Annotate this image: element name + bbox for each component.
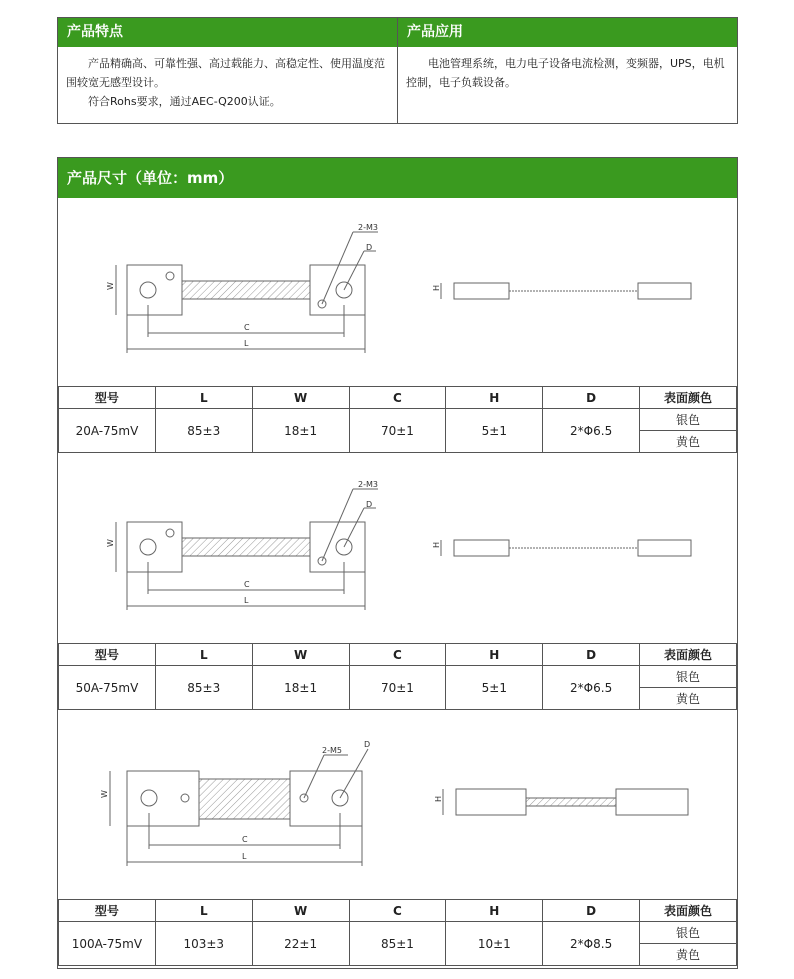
features-text: 产品精确高、可靠性强、高过载能力、高稳定性、使用温度范围较宽无感型设计。	[66, 57, 385, 89]
label-d: D	[366, 500, 373, 509]
label-d: D	[366, 243, 373, 252]
header-model: 型号	[59, 644, 156, 666]
cell-h: 10±1	[446, 922, 543, 966]
applications-text: 电池管理系统，电力电子设备电流检测，变频器，UPS，电机控制，电子负载设备。	[406, 57, 725, 89]
header-c: C	[349, 900, 446, 922]
cell-h: 5±1	[446, 409, 543, 453]
cell-d: 2*Φ6.5	[543, 666, 640, 710]
label-h: H	[434, 795, 443, 802]
dimensions-panel	[57, 157, 738, 969]
cell-color-yellow: 黄色	[640, 688, 737, 710]
cell-w: 18±1	[252, 409, 349, 453]
cell-color-silver: 银色	[640, 922, 737, 944]
cell-model: 20A-75mV	[59, 409, 156, 453]
features-column	[58, 18, 397, 123]
label-l: L	[242, 852, 247, 861]
header-h: H	[446, 900, 543, 922]
header-h: H	[446, 644, 543, 666]
header-d: D	[543, 387, 640, 409]
cell-color-silver: 银色	[640, 666, 737, 688]
cell-c: 85±1	[349, 922, 446, 966]
label-c: C	[244, 580, 250, 589]
header-w: W	[252, 387, 349, 409]
header-l: L	[155, 900, 252, 922]
label-w: W	[100, 790, 109, 798]
drawing-20a	[58, 197, 737, 386]
spec-table-100a	[58, 899, 737, 966]
header-color: 表面颜色	[640, 387, 737, 409]
cell-c: 70±1	[349, 409, 446, 453]
header-d: D	[543, 644, 640, 666]
compliance-text: 符合Rohs要求，通过AEC-Q200认证。	[88, 95, 281, 108]
cell-l: 103±3	[155, 922, 252, 966]
cell-h: 5±1	[446, 666, 543, 710]
header-color: 表面颜色	[640, 644, 737, 666]
header-w: W	[252, 900, 349, 922]
cell-d: 2*Φ6.5	[543, 409, 640, 453]
header-model: 型号	[59, 900, 156, 922]
label-m3: 2-M3	[358, 223, 378, 232]
spec-table-20a	[58, 386, 737, 453]
spec-table-50a	[58, 643, 737, 710]
label-h: H	[432, 541, 441, 548]
label-m3: 2-M3	[358, 480, 378, 489]
cell-l: 85±3	[155, 666, 252, 710]
header-w: W	[252, 644, 349, 666]
header-d: D	[543, 900, 640, 922]
cell-color-silver: 银色	[640, 409, 737, 431]
dimensions-title: 产品尺寸（单位：mm）	[58, 158, 737, 198]
label-c: C	[244, 323, 250, 332]
header-model: 型号	[59, 387, 156, 409]
applications-title: 产品应用	[398, 18, 737, 47]
drawing-50a	[58, 454, 737, 643]
header-l: L	[155, 387, 252, 409]
cell-model: 100A-75mV	[59, 922, 156, 966]
cell-l: 85±3	[155, 409, 252, 453]
header-h: H	[446, 387, 543, 409]
cell-w: 18±1	[252, 666, 349, 710]
header-c: C	[349, 387, 446, 409]
cell-color-yellow: 黄色	[640, 944, 737, 966]
cell-c: 70±1	[349, 666, 446, 710]
label-l: L	[244, 596, 249, 605]
label-m5: 2-M5	[322, 746, 342, 755]
drawing-100a	[58, 711, 737, 899]
label-w: W	[106, 282, 115, 290]
cell-color-yellow: 黄色	[640, 431, 737, 453]
features-title: 产品特点	[58, 18, 397, 47]
label-w: W	[106, 539, 115, 547]
label-l: L	[244, 339, 249, 348]
applications-column	[397, 18, 737, 123]
cell-w: 22±1	[252, 922, 349, 966]
label-d: D	[364, 740, 371, 749]
label-c: C	[242, 835, 248, 844]
label-h: H	[432, 284, 441, 291]
header-c: C	[349, 644, 446, 666]
cell-d: 2*Φ8.5	[543, 922, 640, 966]
features-panel	[57, 17, 738, 124]
header-l: L	[155, 644, 252, 666]
cell-model: 50A-75mV	[59, 666, 156, 710]
header-color: 表面颜色	[640, 900, 737, 922]
